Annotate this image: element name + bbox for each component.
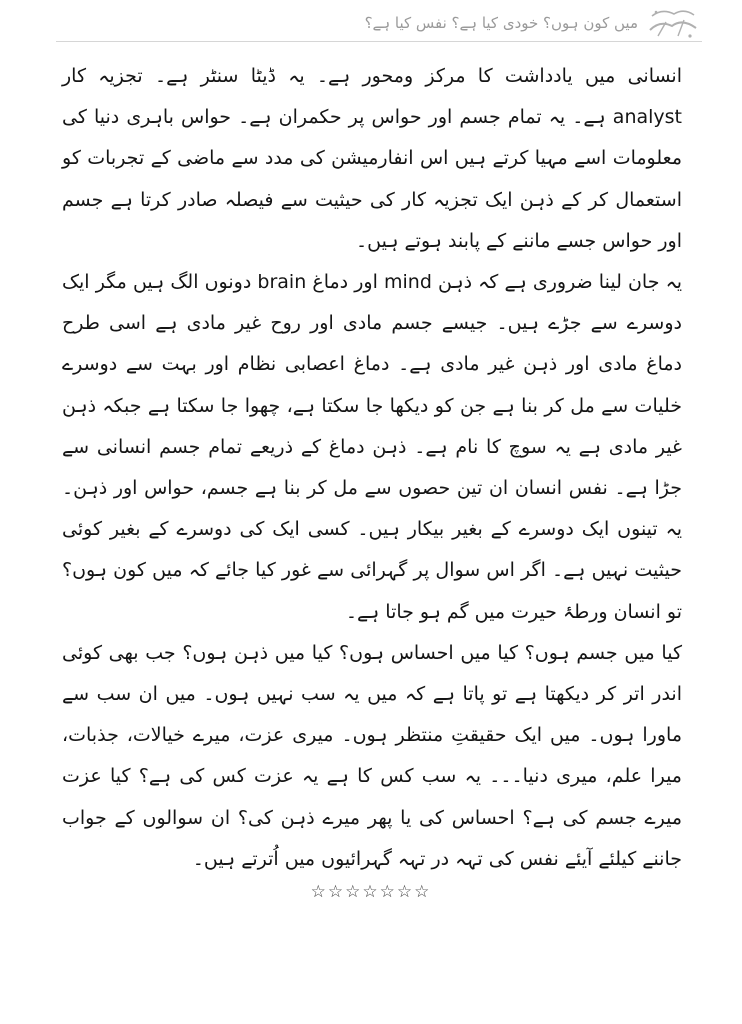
page-header <box>56 4 702 44</box>
paragraph-3: کیا میں جسم ہوں؟ کیا میں احساس ہوں؟ کیا میں ذہن ہوں؟ جب بھی کوئی اندر اتر کر دیکھتا ہے تو پاتا ہے کہ میں یہ سب نہیں ہوں۔ میں ان سب سے ماورا ہوں۔ میں ایک حقیقتِ منتظر ہوں۔ میری عزت، میرے خیالات، جذبات، میرا علم، میری دنیا۔۔۔ یہ سب کس کا ہے یہ عزت کس کی ہے؟ کیا عزت میرے جسم کی ہے؟ احساس کی یا پھر میرے ذہن کی؟ ان سوالوں کے جواب جاننے کیلئے آیئے نفس کی تہہ در تہہ گہرائیوں میں اُترتے ہیں۔ <box>62 641 682 870</box>
page-header-title: میں کون ہوں؟ خودی کیا ہے؟ نفس کیا ہے؟ <box>364 14 638 32</box>
header-divider <box>56 41 702 42</box>
paragraph-1: انسانی میں یادداشت کا مرکز ومحور ہے۔ یہ ڈیٹا سنٹر ہے۔ تجزیہ کار analyst ہے۔ یہ تمام جسم اور حواس پر حکمران ہے۔ حواس باہری دنیا کی معلومات اسے مہیا کرتے ہیں اس انفارمیشن کی مدد سے ماضی کے تجربات کو استعمال کر کے ذہن ایک تجزیہ کار کی حیثیت سے فیصلہ صادر کرتا ہے جسم اور حواس جسے ماننے کے پابند ہوتے ہیں۔ <box>62 65 682 252</box>
paragraph-2: یہ جان لینا ضروری ہے کہ ذہن mind اور دماغ brain دونوں الگ ہیں مگر ایک دوسرے سے جڑے ہیں۔ جیسے جسم مادی اور روح غیر مادی ہے اسی طرح دماغ مادی اور ذہن غیر مادی ہے۔ دماغ اعصابی نظام اور بہت سے دوسرے خلیات سے مل کر بنا ہے جن کو دیکھا جا سکتا ہے، چھوا جا سکتا ہے جبکہ ذہن غیر مادی ہے یہ سوچ کا نام ہے۔ ذہن دماغ کے ذریعے تمام جسم انسانی سے جڑا ہے۔ نفس انسان ان تین حصوں سے مل کر بنا ہے جسم، حواس اور ذہن۔ یہ تینوں ایک دوسرے کے بغیر بیکار ہیں۔ کسی ایک کی دوسرے کے بغیر کوئی حیثیت نہیں ہے۔ اگر اس سوال پر گہرائی سے غور کیا جائے کہ میں کون ہوں؟ تو انسان ورطۂ حیرت میں گم ہو جاتا ہے۔ <box>62 271 682 623</box>
book-logo <box>644 6 702 42</box>
document-body <box>62 56 682 880</box>
star-separator: ☆☆☆☆☆☆☆ <box>310 882 432 902</box>
